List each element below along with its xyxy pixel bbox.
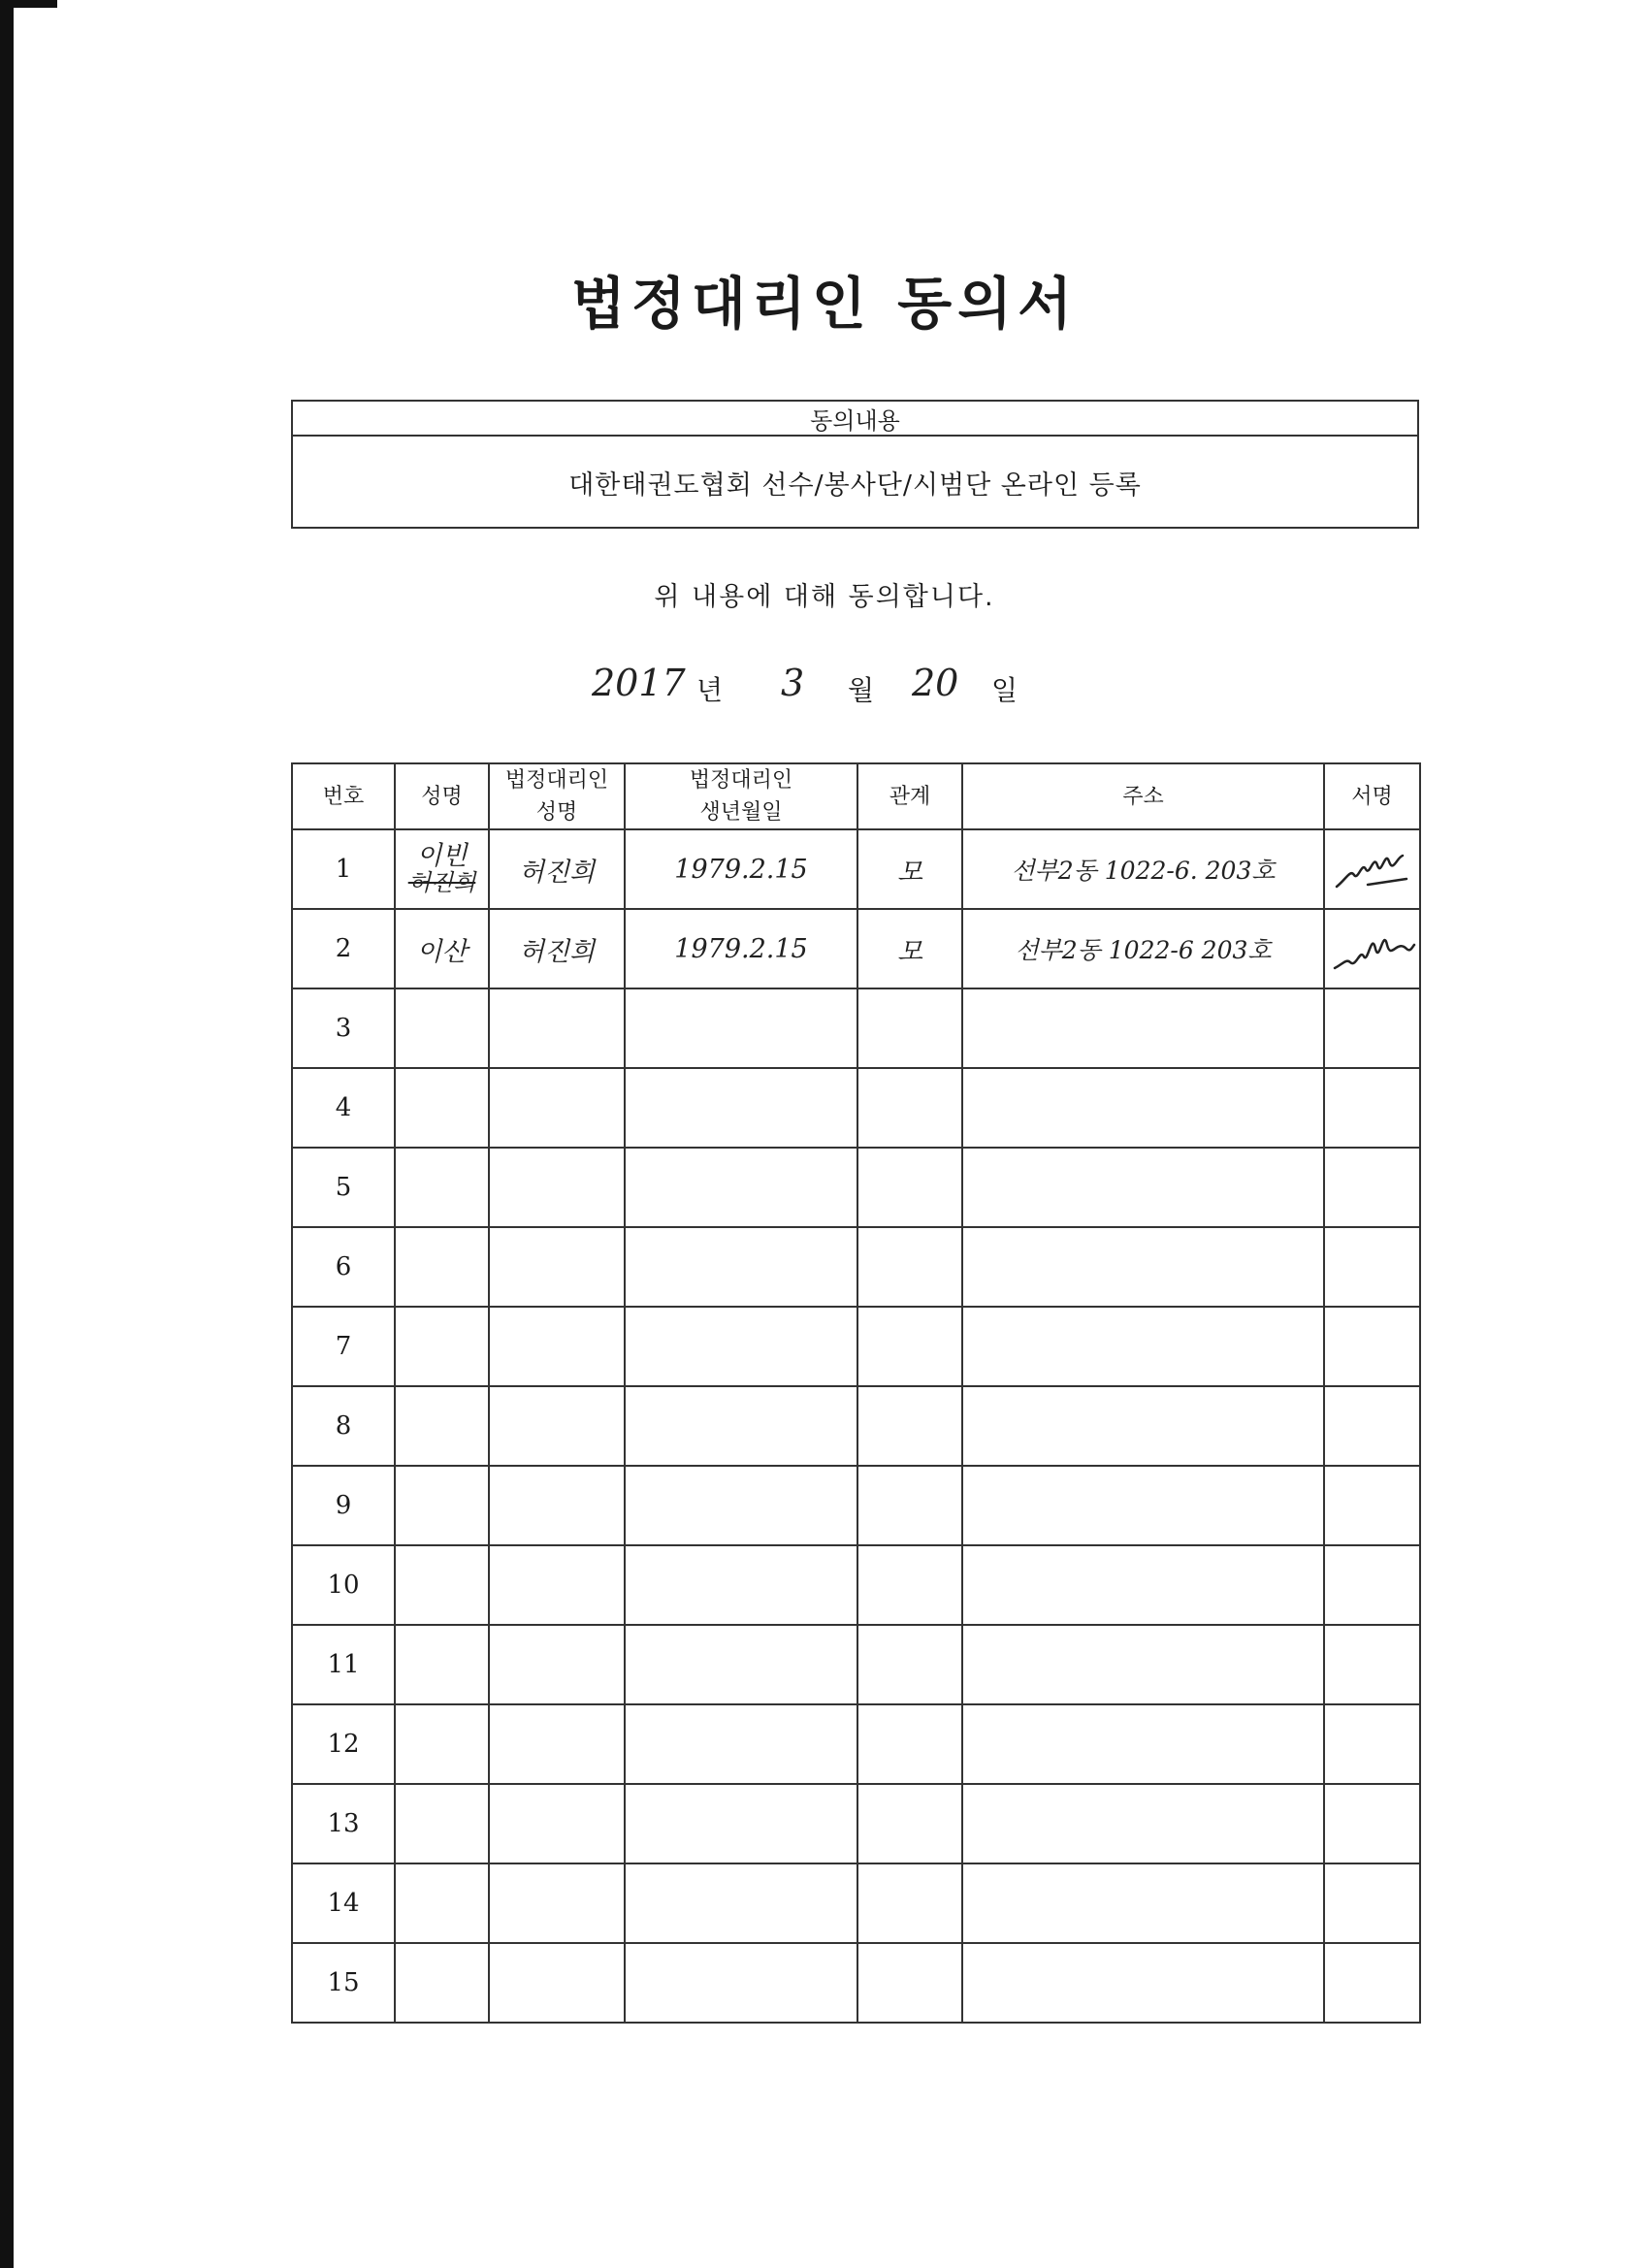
table-row bbox=[292, 1545, 1420, 1625]
row-number: 4 bbox=[292, 1068, 395, 1148]
consent-header: 동의내용 bbox=[293, 402, 1417, 437]
date-day-label: 일 bbox=[991, 674, 1018, 706]
header-relation: 관계 bbox=[857, 763, 962, 829]
date-day: 20 bbox=[912, 662, 959, 704]
table-row bbox=[292, 1148, 1420, 1227]
header-signature: 서명 bbox=[1324, 763, 1420, 829]
header-guardian-birth-line1: 법정대리인 bbox=[689, 768, 793, 793]
consent-box bbox=[291, 400, 1419, 529]
row-number: 10 bbox=[292, 1545, 395, 1625]
header-name: 성명 bbox=[395, 763, 489, 829]
scan-edge bbox=[0, 0, 14, 2268]
row-number: 13 bbox=[292, 1784, 395, 1863]
date-year-label: 년 bbox=[696, 674, 724, 706]
table-row bbox=[292, 1227, 1420, 1307]
table-row bbox=[292, 1068, 1420, 1148]
row-number: 6 bbox=[292, 1227, 395, 1307]
document-title: 법정대리인 동의서 bbox=[570, 271, 1079, 337]
row-number: 5 bbox=[292, 1148, 395, 1227]
header-guardian-birth-line2: 생년월일 bbox=[699, 800, 783, 825]
row-number: 11 bbox=[292, 1625, 395, 1704]
date-month: 3 bbox=[781, 662, 805, 704]
table-row bbox=[292, 1943, 1420, 2023]
row-address: 선부2동 1022-6. 203호 bbox=[962, 829, 1324, 909]
header-guardian-birth bbox=[625, 763, 857, 829]
table-row bbox=[292, 829, 1420, 909]
consent-content: 대한태권도협회 선수/봉사단/시범단 온라인 등록 bbox=[568, 470, 1142, 501]
signature-mark bbox=[1329, 840, 1416, 898]
row-number: 9 bbox=[292, 1466, 395, 1545]
row-number: 8 bbox=[292, 1386, 395, 1466]
scan-edge-top bbox=[14, 0, 57, 8]
row-guardian-name: 허진희 bbox=[489, 909, 625, 988]
date-month-label: 월 bbox=[848, 674, 875, 706]
row-relation: 모 bbox=[857, 829, 962, 909]
table-row bbox=[292, 1784, 1420, 1863]
date-year: 2017 bbox=[592, 662, 686, 704]
table-row bbox=[292, 988, 1420, 1068]
table-row bbox=[292, 1466, 1420, 1545]
row-name: 이산 bbox=[395, 909, 489, 988]
header-guardian-name-line1: 법정대리인 bbox=[504, 768, 609, 793]
roster-table bbox=[291, 762, 1421, 2024]
row-name-struck: 허진희 bbox=[407, 868, 476, 896]
table-row bbox=[292, 1307, 1420, 1386]
row-name bbox=[395, 829, 489, 909]
table-row bbox=[292, 1625, 1420, 1704]
row-number: 2 bbox=[292, 909, 395, 988]
row-number: 15 bbox=[292, 1943, 395, 2023]
row-birth: 1979.2.15 bbox=[625, 829, 857, 909]
agreement-statement: 위 내용에 대해 동의합니다. bbox=[654, 582, 995, 612]
table-row bbox=[292, 1863, 1420, 1943]
row-signature bbox=[1324, 829, 1420, 909]
table-header-row bbox=[292, 763, 1420, 829]
row-signature bbox=[1324, 909, 1420, 988]
row-number: 3 bbox=[292, 988, 395, 1068]
header-guardian-name-line2: 성명 bbox=[535, 800, 578, 825]
header-number: 번호 bbox=[292, 763, 395, 829]
row-number: 1 bbox=[292, 829, 395, 909]
table-row bbox=[292, 1386, 1420, 1466]
row-address: 선부2동 1022-6 203호 bbox=[962, 909, 1324, 988]
header-address: 주소 bbox=[962, 763, 1324, 829]
header-guardian-name bbox=[489, 763, 625, 829]
table-row bbox=[292, 909, 1420, 988]
row-number: 7 bbox=[292, 1307, 395, 1386]
row-name-text: 이빈 bbox=[416, 841, 468, 872]
row-number: 12 bbox=[292, 1704, 395, 1784]
row-number: 14 bbox=[292, 1863, 395, 1943]
signature-mark bbox=[1329, 920, 1416, 978]
table-row bbox=[292, 1704, 1420, 1784]
date-line bbox=[563, 652, 1086, 720]
row-guardian-name: 허진희 bbox=[489, 829, 625, 909]
row-birth: 1979.2.15 bbox=[625, 909, 857, 988]
row-relation: 모 bbox=[857, 909, 962, 988]
